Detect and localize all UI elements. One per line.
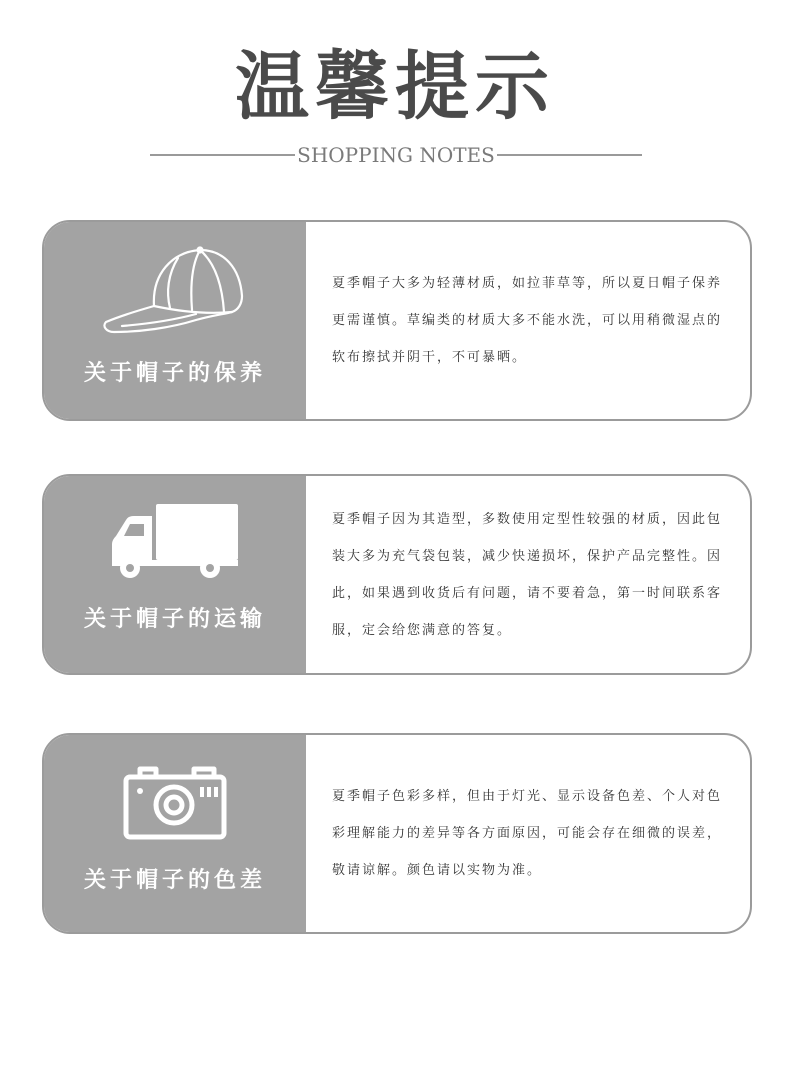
card-color-text: 夏季帽子色彩多样，但由于灯光、显示设备色差、个人对色彩理解能力的差异等各方面原因，可能会存在细微的误差，敬请谅解。颜色请以实物为准。 bbox=[332, 789, 723, 878]
subtitle-row bbox=[150, 140, 642, 170]
card-shipping-body bbox=[306, 476, 750, 673]
card-care-panel bbox=[44, 222, 306, 419]
card-color-body bbox=[306, 735, 750, 932]
cap-icon bbox=[100, 244, 250, 339]
card-color-panel bbox=[44, 735, 306, 932]
card-shipping-text: 夏季帽子因为其造型，多数使用定型性较强的材质，因此包装大多为充气袋包装，减少快递损坏，保护产品完整性。因此，如果遇到收货后有问题，请不要着急，第一时间联系客服，定会给您满意的答复。 bbox=[332, 511, 723, 638]
card-care-text: 夏季帽子大多为轻薄材质，如拉菲草等，所以夏日帽子保养更需谨慎。草编类的材质大多不能水洗，可以用稍微湿点的软布擦拭并阴干，不可暴晒。 bbox=[332, 276, 723, 365]
truck-icon bbox=[110, 502, 240, 582]
card-shipping-panel bbox=[44, 476, 306, 673]
divider-right bbox=[497, 154, 642, 156]
card-care-label: 关于帽子的保养 bbox=[83, 361, 266, 386]
card-color bbox=[42, 733, 752, 934]
divider-left bbox=[150, 154, 295, 156]
card-care bbox=[42, 220, 752, 421]
card-shipping bbox=[42, 474, 752, 675]
camera-icon bbox=[120, 765, 230, 841]
card-care-body bbox=[306, 222, 750, 419]
page-title: 温馨提示 bbox=[235, 44, 555, 130]
card-color-label: 关于帽子的色差 bbox=[83, 868, 266, 893]
card-shipping-label: 关于帽子的运输 bbox=[83, 607, 266, 632]
page-subtitle: SHOPPING NOTES bbox=[297, 143, 495, 167]
